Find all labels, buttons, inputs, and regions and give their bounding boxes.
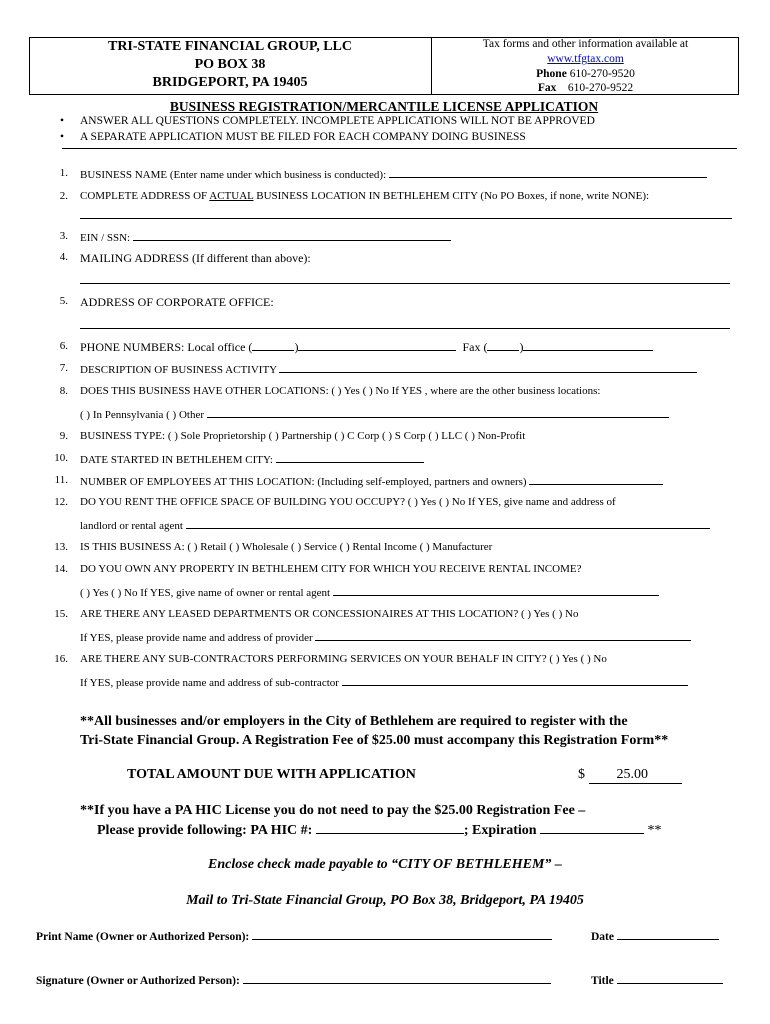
bullet-icon: •	[60, 131, 65, 143]
q11-number: 11.	[54, 474, 68, 486]
local-area-code-field[interactable]	[252, 340, 294, 351]
mail-note: Mail to Tri-State Financial Group, PO Box 38, Bridgeport, PA 19405	[186, 893, 584, 908]
phone-label: Phone	[536, 68, 567, 80]
q5-number: 5.	[59, 295, 68, 307]
section-rule	[62, 148, 737, 149]
total-amount-value: 25.00	[589, 767, 683, 784]
company-po-box: PO BOX 38	[194, 57, 266, 72]
employee-count-field[interactable]	[529, 474, 663, 485]
q15-label: ARE THERE ANY LEASED DEPARTMENTS OR CONCESSIONAIRES AT THIS LOCATION? ( ) Yes ( ) No	[80, 608, 579, 620]
other-locations-field[interactable]	[207, 407, 669, 418]
instruction-1: ANSWER ALL QUESTIONS COMPLETELY. INCOMPLETE APPLICATIONS WILL NOT BE APPROVED	[80, 115, 595, 127]
q10-text: DATE STARTED IN BETHLEHEM CITY:	[80, 454, 273, 466]
q6-paren: )	[294, 340, 299, 354]
date-label: Date	[591, 931, 614, 943]
q6-fax-label: Fax (	[462, 340, 488, 354]
q11-label	[80, 474, 663, 488]
q12-number: 12.	[54, 496, 68, 508]
q6-fax-paren: )	[519, 340, 524, 354]
q3-label	[80, 230, 451, 244]
q13-label: IS THIS BUSINESS A: ( ) Retail ( ) Wholesale ( ) Service ( ) Rental Income ( ) Manufacturer	[80, 541, 493, 553]
q4-number: 4.	[59, 251, 68, 263]
q4-label: MAILING ADDRESS (If different than above):	[80, 251, 311, 265]
q6-number: 6.	[59, 340, 68, 352]
company-name: TRI-STATE FINANCIAL GROUP, LLC	[107, 39, 352, 54]
fax-area-code-field[interactable]	[487, 340, 519, 351]
subcontractor-field[interactable]	[342, 675, 688, 686]
notice-line-1: **All businesses and/or employers in the City of Bethlehem are required to register with the	[80, 714, 628, 729]
q16-sub-text: If YES, please provide name and address of sub-contractor	[80, 677, 339, 689]
q8-sub	[80, 407, 669, 421]
q9-label: BUSINESS TYPE: ( ) Sole Proprietorship ( ) Partnership ( ) C Corp ( ) S Corp ( ) LLC ( ) Non-Profit	[80, 430, 526, 442]
print-name-label: Print Name (Owner or Authorized Person):	[36, 931, 250, 943]
bullet-icon: •	[60, 115, 65, 127]
hic-stars: **	[647, 823, 662, 838]
mailing-address-field[interactable]	[80, 283, 730, 284]
print-name-row	[36, 929, 552, 943]
fax-line	[432, 82, 739, 94]
hic-line-2	[97, 821, 662, 839]
q6-label	[80, 340, 653, 355]
q3-number: 3.	[59, 230, 68, 242]
website-url[interactable]: www.tfgtax.com	[547, 53, 624, 65]
q13-number: 13.	[54, 541, 68, 553]
hic-expiration-field[interactable]	[540, 821, 644, 834]
title-row	[591, 973, 723, 987]
q14-sub	[80, 585, 659, 599]
q12-label: DO YOU RENT THE OFFICE SPACE OF BUILDING YOU OCCUPY? ( ) Yes ( ) No If YES, give name and address of	[80, 496, 616, 508]
q2-number: 2.	[59, 190, 68, 202]
date-field[interactable]	[617, 929, 719, 940]
q12-sub-text: landlord or rental agent	[80, 520, 183, 532]
q2-label	[80, 190, 649, 202]
hic-expiration-label: ; Expiration	[463, 823, 537, 838]
hic-line-1: **If you have a PA HIC License you do not need to pay the $25.00 Registration Fee –	[80, 803, 586, 818]
corporate-office-field[interactable]	[80, 328, 730, 329]
q7-label	[80, 362, 697, 376]
q15-sub	[80, 630, 691, 644]
fax-label: Fax	[537, 82, 557, 94]
date-started-field[interactable]	[276, 452, 424, 463]
fax-number-field[interactable]	[523, 340, 653, 351]
hic-number-field[interactable]	[316, 821, 464, 834]
q8-label: DOES THIS BUSINESS HAVE OTHER LOCATIONS: ( ) Yes ( ) No If YES , where are the other business locations:	[80, 385, 601, 397]
signature-field[interactable]	[243, 973, 551, 984]
business-address-field[interactable]	[80, 218, 732, 219]
q3-text: EIN / SSN:	[80, 232, 131, 244]
print-name-field[interactable]	[252, 929, 552, 940]
q14-number: 14.	[54, 563, 68, 575]
q16-number: 16.	[54, 653, 68, 665]
q2-text-pre: COMPLETE ADDRESS OF	[80, 190, 210, 202]
local-phone-field[interactable]	[298, 340, 456, 351]
fax-number: 610-270-9522	[567, 82, 634, 94]
provider-field[interactable]	[315, 630, 691, 641]
q7-text: DESCRIPTION OF BUSINESS ACTIVITY	[80, 364, 277, 376]
signature-row	[36, 973, 551, 987]
q15-sub-text: If YES, please provide name and address of provider	[80, 632, 313, 644]
title-field[interactable]	[617, 973, 723, 984]
enclose-note: Enclose check made payable to “CITY OF BETHLEHEM” –	[208, 857, 562, 872]
ein-ssn-field[interactable]	[133, 230, 451, 241]
q1-number: 1.	[59, 167, 68, 179]
q14-label: DO YOU OWN ANY PROPERTY IN BETHLEHEM CITY FOR WHICH YOU RECEIVE RENTAL INCOME?	[80, 563, 582, 575]
rental-owner-field[interactable]	[333, 585, 659, 596]
landlord-field[interactable]	[186, 518, 710, 529]
instruction-2: A SEPARATE APPLICATION MUST BE FILED FOR EACH COMPANY DOING BUSINESS	[80, 131, 526, 143]
q2-text-post: BUSINESS LOCATION IN BETHLEHEM CITY (No PO Boxes, if none, write NONE):	[253, 190, 650, 202]
signature-label: Signature (Owner or Authorized Person):	[36, 975, 240, 987]
title-label: Title	[591, 975, 614, 987]
date-row	[591, 929, 719, 943]
hic-number-label: Please provide following: PA HIC #:	[97, 823, 313, 838]
company-city: BRIDGEPORT, PA 19405	[152, 75, 308, 90]
q14-sub-text: ( ) Yes ( ) No If YES, give name of owner or rental agent	[80, 587, 331, 599]
phone-number: 610-270-9520	[569, 68, 635, 80]
q16-label: ARE THERE ANY SUB-CONTRACTORS PERFORMING SERVICES ON YOUR BEHALF IN CITY? ( ) Yes ( ) No	[80, 653, 607, 665]
website-link[interactable]	[432, 53, 739, 65]
business-name-field[interactable]	[389, 167, 707, 178]
q2-text-underlined: ACTUAL	[209, 190, 254, 202]
q8-sub-text: ( ) In Pennsylvania ( ) Other	[80, 409, 205, 421]
q11-text: NUMBER OF EMPLOYEES AT THIS LOCATION: (Including self-employed, partners and owners)	[80, 476, 527, 488]
business-activity-field[interactable]	[279, 362, 697, 373]
q1-text: BUSINESS NAME (Enter name under which business is conducted):	[80, 169, 387, 181]
phone-line	[432, 68, 739, 80]
q10-number: 10.	[54, 452, 68, 464]
form-title: BUSINESS REGISTRATION/MERCANTILE LICENSE APPLICATION	[169, 99, 599, 114]
q1-label	[80, 167, 707, 181]
notice-line-2: Tri-State Financial Group. A Registration Fee of $25.00 must accompany this Registration Form**	[80, 733, 669, 748]
q12-sub	[80, 518, 710, 532]
total-currency: $	[578, 767, 585, 782]
total-label: TOTAL AMOUNT DUE WITH APPLICATION	[127, 767, 416, 782]
info-line: Tax forms and other information available at	[482, 38, 689, 50]
q5-label: ADDRESS OF CORPORATE OFFICE:	[80, 295, 274, 309]
q8-number: 8.	[59, 385, 68, 397]
q9-number: 9.	[59, 430, 68, 442]
q15-number: 15.	[54, 608, 68, 620]
q6-text: PHONE NUMBERS: Local office (	[80, 340, 253, 354]
q7-number: 7.	[59, 362, 68, 374]
total-amount	[578, 767, 682, 784]
q16-sub	[80, 675, 688, 689]
q10-label	[80, 452, 424, 466]
